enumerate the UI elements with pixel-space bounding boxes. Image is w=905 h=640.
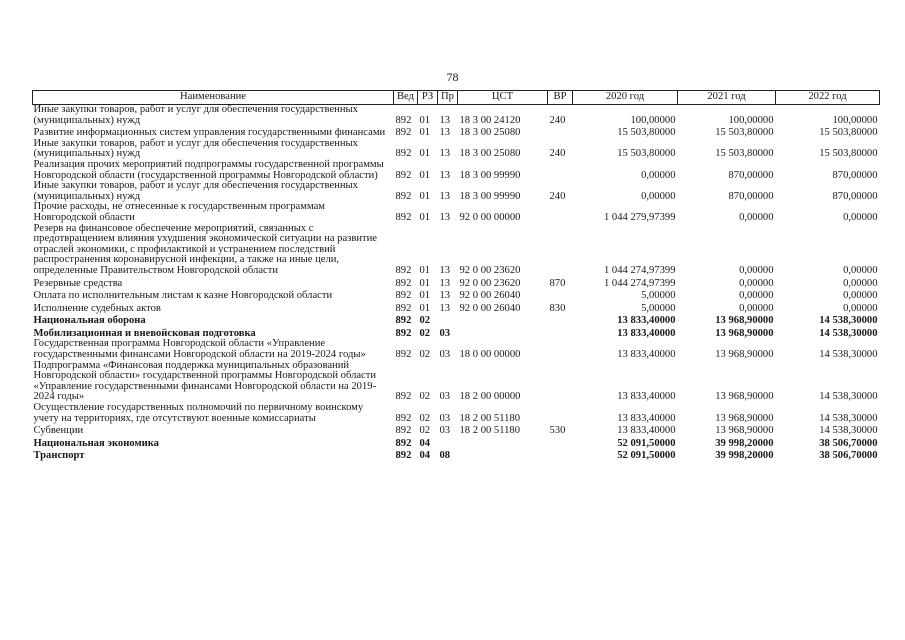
cell-name: Исполнение судебных актов [33,302,161,314]
cell-pr: 03 [439,349,451,361]
cell-name: Государственная программа Новгородской области «Управление государственными финансами Новгородской области на 2019-2024 годы» [33,338,366,361]
cell-vr [548,361,573,403]
table-row [33,126,880,139]
cell-ved: 892 [395,169,412,181]
header-2021: 2021 год [678,91,776,105]
cell-2020: 13 833,40000 [617,315,676,327]
cell-rz: 02 [419,349,431,361]
cell-rz: 01 [419,290,431,302]
cell-cst: 18 3 00 99990 [459,190,521,202]
cell-name: Мобилизационная и вневойсковая подготовка [33,327,256,339]
cell-name: Осуществление государственных полномочий по первичному воинскому учету на территориях, где отсутствуют военные комиссариаты [33,402,364,424]
cell-2021: 15 503,80000 [715,127,774,139]
cell-2020: 0,00000 [641,169,676,181]
cell-2022: 0,00000 [843,211,878,223]
cell-ved: 892 [395,148,412,160]
cell-2021: 0,00000 [739,277,774,289]
cell-name: Иные закупки товаров, работ и услуг для обеспечения государственных (муниципальных) нужд [33,180,358,202]
cell-2021: 13 968,90000 [715,327,774,339]
table-header [33,91,880,105]
cell-vr: 830 [549,302,566,314]
cell-cst: 92 0 00 23620 [459,264,521,276]
cell-cst: 18 3 00 99990 [459,169,521,181]
cell-vr [548,449,573,462]
cell-vr [548,160,573,181]
cell-2022: 14 538,30000 [819,391,878,403]
table-row [33,424,880,437]
cell-name: Резерв на финансовое обеспечение мероприятий, связанных с предотвращением влияния ухудшения экономической ситуации на развитие отраслей экономики, с профилактикой и устранением последствий распространения коронавирусной инфекции, а также на иные цели, определенные Правительством Новгородской области [33,222,377,276]
cell-2021: 13 968,90000 [715,425,774,437]
cell-2022: 0,00000 [843,277,878,289]
cell-ved: 892 [395,391,412,403]
cell-cst: 18 0 00 00000 [459,349,521,361]
table-row [33,277,880,290]
cell-2022: 14 538,30000 [819,315,878,327]
cell-ved: 892 [395,450,412,462]
table-row [33,449,880,462]
cell-pr: 13 [439,211,451,223]
header-name: Наименование [33,91,394,105]
cell-ved: 892 [395,277,412,289]
header-2020: 2020 год [573,91,678,105]
cell-rz: 04 [419,437,431,449]
cell-2022: 14 538,30000 [819,349,878,361]
cell-2020: 52 091,50000 [617,450,676,462]
cell-name: Оплата по исполнительным листам к казне Новгородской области [33,290,333,302]
cell-2022: 100,00000 [832,114,878,126]
cell-name: Развитие информационных систем управления государственными финансами [33,127,386,139]
cell-rz: 01 [419,190,431,202]
header-cst: ЦСТ [458,91,548,105]
cell-rz: 01 [419,148,431,160]
cell-2021: 0,00000 [739,264,774,276]
table-row [33,139,880,160]
cell-rz: 01 [419,127,431,139]
cell-2020: 13 833,40000 [617,412,676,424]
cell-2020: 1 044 274,97399 [603,264,676,276]
cell-pr: 13 [439,302,451,314]
cell-cst [458,437,548,450]
cell-cst: 18 2 00 00000 [459,391,521,403]
cell-pr: 13 [439,148,451,160]
cell-2020: 15 503,80000 [617,127,676,139]
cell-2021: 39 998,20000 [715,437,774,449]
cell-2020: 15 503,80000 [617,148,676,160]
cell-vr [548,327,573,340]
cell-pr: 13 [439,190,451,202]
cell-name: Резервные средства [33,277,123,289]
cell-2021: 870,00000 [728,190,774,202]
cell-pr: 13 [439,277,451,289]
table-row [33,202,880,223]
cell-ved: 892 [395,290,412,302]
cell-ved: 892 [395,302,412,314]
cell-cst: 18 2 00 51180 [459,425,521,437]
cell-rz: 02 [419,412,431,424]
table-row [33,339,880,360]
cell-2022: 0,00000 [843,264,878,276]
header-rz: РЗ [418,91,438,105]
cell-pr: 03 [439,327,451,339]
table-row [33,289,880,302]
cell-2020: 100,00000 [630,114,676,126]
cell-vr [548,224,573,277]
cell-2021: 13 968,90000 [715,315,774,327]
cell-2022: 38 506,70000 [819,450,878,462]
cell-2021: 100,00000 [728,114,774,126]
cell-rz: 02 [419,391,431,403]
cell-2020: 5,00000 [641,302,676,314]
cell-rz: 01 [419,211,431,223]
cell-pr: 13 [439,114,451,126]
cell-2021: 13 968,90000 [715,412,774,424]
cell-2021: 39 998,20000 [715,450,774,462]
cell-rz: 01 [419,169,431,181]
cell-2021: 0,00000 [739,290,774,302]
cell-name: Национальная оборона [33,315,146,327]
table-row [33,160,880,181]
cell-cst [458,449,548,462]
cell-name: Подпрограмма «Финансовая поддержка муниципальных образований Новгородской области» государственной программы Новгородской области «Управление государственными финансами Новгородской области на 2019-2024 годы» [33,359,377,403]
cell-2021: 0,00000 [739,211,774,223]
cell-vr [548,403,573,424]
cell-vr [548,126,573,139]
cell-ved: 892 [395,349,412,361]
cell-2022: 14 538,30000 [819,412,878,424]
cell-2021: 870,00000 [728,169,774,181]
header-pr: Пр [438,91,458,105]
cell-cst: 92 0 00 26040 [459,290,521,302]
cell-2020: 13 833,40000 [617,349,676,361]
cell-name: Субвенции [33,425,84,437]
cell-2021: 13 968,90000 [715,391,774,403]
cell-2020: 52 091,50000 [617,437,676,449]
cell-cst: 18 3 00 25080 [459,148,521,160]
cell-vr: 240 [549,190,566,202]
cell-2020: 13 833,40000 [617,327,676,339]
cell-rz: 02 [419,315,431,327]
cell-vr: 530 [549,425,566,437]
cell-ved: 892 [395,412,412,424]
cell-vr: 240 [549,148,566,160]
cell-ved: 892 [395,211,412,223]
cell-vr [548,437,573,450]
table-row [33,181,880,202]
cell-pr [438,437,458,450]
cell-ved: 892 [395,437,412,449]
cell-2020: 1 044 274,97399 [603,277,676,289]
cell-2022: 870,00000 [832,190,878,202]
cell-rz: 01 [419,277,431,289]
cell-2020: 13 833,40000 [617,391,676,403]
cell-rz: 02 [419,425,431,437]
cell-vr [548,339,573,360]
cell-2020: 13 833,40000 [617,425,676,437]
cell-pr: 13 [439,264,451,276]
cell-vr [548,289,573,302]
table-body [33,105,880,463]
cell-ved: 892 [395,315,412,327]
table-row [33,224,880,277]
cell-cst: 18 2 00 51180 [459,412,521,424]
cell-vr [548,202,573,223]
cell-name: Иные закупки товаров, работ и услуг для обеспечения государственных (муниципальных) нужд [33,137,358,160]
cell-vr: 240 [549,114,566,126]
cell-cst [458,327,548,340]
cell-rz: 01 [419,114,431,126]
cell-pr: 13 [439,127,451,139]
cell-2021: 13 968,90000 [715,349,774,361]
table-row [33,437,880,450]
cell-name: Транспорт [33,450,85,462]
cell-pr: 03 [439,425,451,437]
table-row [33,314,880,327]
cell-2022: 0,00000 [843,290,878,302]
cell-name: Прочие расходы, не отнесенные к государственным программам Новгородской области [33,201,325,223]
header-vr: ВР [548,91,573,105]
cell-rz: 04 [419,450,431,462]
cell-ved: 892 [395,127,412,139]
cell-vr [548,314,573,327]
cell-2022: 15 503,80000 [819,127,878,139]
cell-cst [458,314,548,327]
cell-cst: 92 0 00 23620 [459,277,521,289]
cell-2022: 870,00000 [832,169,878,181]
cell-2020: 0,00000 [641,190,676,202]
cell-name: Реализация прочих мероприятий подпрограммы государственной программы Новгородской области (государственной программы Новгородской области) [33,158,384,181]
page-number: 78 [446,70,459,84]
cell-ved: 892 [395,190,412,202]
cell-pr [438,314,458,327]
table-row [33,302,880,315]
table-row [33,105,880,127]
cell-name: Иные закупки товаров, работ и услуг для обеспечения государственных (муниципальных) нужд [33,104,358,126]
table-row [33,361,880,403]
cell-2020: 1 044 279,97399 [603,211,676,223]
cell-cst: 92 0 00 26040 [459,302,521,314]
cell-name: Национальная экономика [33,437,159,449]
cell-cst: 18 3 00 25080 [459,127,521,139]
cell-pr: 08 [439,450,451,462]
cell-rz: 02 [419,327,431,339]
header-2022: 2022 год [776,91,880,105]
cell-ved: 892 [395,264,412,276]
cell-ved: 892 [395,114,412,126]
cell-2020: 5,00000 [641,290,676,302]
cell-pr: 13 [439,169,451,181]
cell-pr: 13 [439,290,451,302]
budget-table [32,90,880,462]
cell-pr: 03 [439,412,451,424]
cell-vr: 870 [549,277,566,289]
cell-rz: 01 [419,302,431,314]
cell-2021: 15 503,80000 [715,148,774,160]
cell-cst: 92 0 00 00000 [459,211,521,223]
cell-2022: 14 538,30000 [819,327,878,339]
header-ved: Вед [394,91,418,105]
cell-rz: 01 [419,264,431,276]
cell-2021: 0,00000 [739,302,774,314]
table-row [33,403,880,424]
cell-2022: 14 538,30000 [819,425,878,437]
cell-2022: 0,00000 [843,302,878,314]
cell-2022: 15 503,80000 [819,148,878,160]
cell-pr: 03 [439,391,451,403]
cell-ved: 892 [395,425,412,437]
cell-ved: 892 [395,327,412,339]
cell-2022: 38 506,70000 [819,437,878,449]
cell-cst: 18 3 00 24120 [459,114,521,126]
